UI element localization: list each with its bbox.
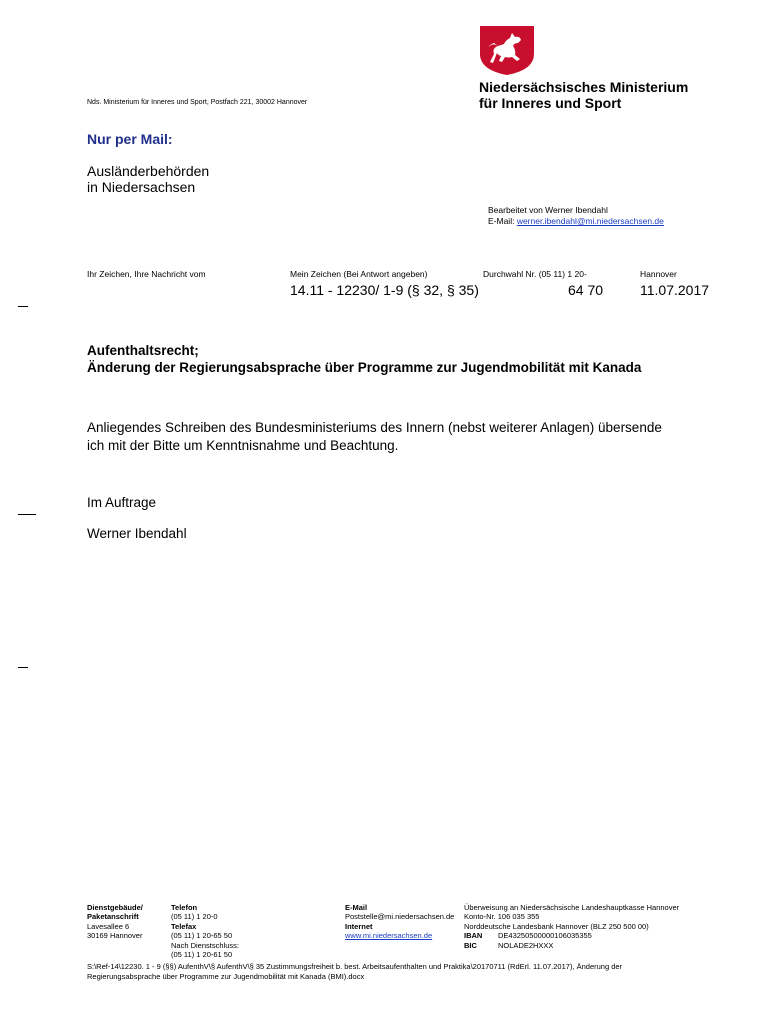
ministry-name xyxy=(479,79,688,111)
footer-internet-label: Internet xyxy=(345,921,373,931)
subject-line1: Aufenthaltsrecht; xyxy=(87,343,199,358)
file-path xyxy=(87,962,677,981)
footer-account: Konto-Nr. 106 035 355 xyxy=(464,912,540,922)
footer-phone: (05 11) 1 20-0 xyxy=(171,912,218,922)
footer-email[interactable]: Poststelle@mi.niedersachsen.de xyxy=(345,912,455,922)
letter-body xyxy=(87,419,662,455)
footer-iban: DE43250500000106035355 xyxy=(498,931,592,941)
signer-name: Werner Ibendahl xyxy=(87,526,187,541)
footer-email-label: E-Mail xyxy=(345,903,368,912)
file-path-line2: Regierungsabsprache über Programme zur Jugendmobilität mit Kanada (BMI).docx xyxy=(87,971,365,981)
fold-mark-top xyxy=(18,306,28,307)
letter-subject xyxy=(87,342,641,376)
subject-line2: Änderung der Regierungsabsprache über Programme zur Jugendmobilität mit Kanada xyxy=(87,360,642,375)
footer-phone-label: Telefon xyxy=(171,903,198,912)
phone-extension-value: 64 70 xyxy=(568,282,604,298)
lower-saxony-horse-logo xyxy=(478,24,536,76)
footer-after-hours: (05 11) 1 20-61 50 xyxy=(171,950,233,960)
footer-iban-row xyxy=(464,931,679,940)
footer-address-label: Paketanschrift xyxy=(87,912,139,922)
footer-bic: NOLADE2HXXX xyxy=(498,940,554,950)
footer-online-column xyxy=(345,903,454,941)
ministry-name-line2: für Inneres und Sport xyxy=(479,95,622,111)
recipient-line1: Ausländerbehörden xyxy=(87,163,210,179)
sender-address-line: Nds. Ministerium für Inneres und Sport, Postfach 221, 30002 Hannover xyxy=(87,99,308,106)
footer-phone-column xyxy=(171,903,239,959)
delivery-note: Nur per Mail: xyxy=(87,131,173,147)
footer-bank-intro: Überweisung an Niedersächsische Landeshauptkasse Hannover xyxy=(464,903,680,912)
my-reference-label: Mein Zeichen (Bei Antwort angeben) xyxy=(290,269,428,279)
footer-street: Lavesallee 6 xyxy=(87,921,130,931)
footer-address-column xyxy=(87,903,143,941)
handled-by: Bearbeitet von Werner Ibendahl xyxy=(488,205,608,215)
footer-website-link[interactable]: www.mi.niedersachsen.de xyxy=(345,931,433,941)
file-path-line1: S:\Ref-14\12230. 1 - 9 (§§) AufenthV\§ AufenthV\§ 35 Zustimmungsfreiheit b. best. Arbeitsaufenthalten und Praktika\20170711 (RdErl. 11.07.2017), Änderung der xyxy=(87,962,623,971)
contact-email-link[interactable]: werner.ibendahl@mi.niedersachsen.de xyxy=(516,216,664,226)
footer-bank-column xyxy=(464,903,679,950)
fold-mark-middle xyxy=(18,514,36,515)
letter-date: 11.07.2017 xyxy=(640,282,710,298)
footer-bic-label: BIC xyxy=(464,940,477,950)
contact-block xyxy=(488,205,664,227)
footer-building-label: Dienstgebäude/ xyxy=(87,903,143,912)
place-label: Hannover xyxy=(640,269,677,279)
footer-after-hours-label: Nach Dienstschluss: xyxy=(171,940,239,950)
fold-mark-bottom xyxy=(18,667,28,668)
footer-iban-label: IBAN xyxy=(464,931,483,941)
footer-fax: (05 11) 1 20-65 50 xyxy=(171,931,233,941)
contact-email-row xyxy=(488,216,664,227)
footer-bic-row xyxy=(464,941,679,950)
closing-phrase: Im Auftrage xyxy=(87,495,157,510)
recipient-line2: in Niedersachsen xyxy=(87,179,196,195)
footer-fax-label: Telefax xyxy=(171,921,197,931)
contact-email-label: E-Mail: xyxy=(488,216,517,226)
body-line2: ich mit der Bitte um Kenntnisnahme und Beachtung. xyxy=(87,438,399,453)
ministry-name-line1: Niedersächsisches Ministerium xyxy=(479,79,689,95)
footer-city: 30169 Hannover xyxy=(87,931,143,941)
your-reference-label: Ihr Zeichen, Ihre Nachricht vom xyxy=(87,269,206,279)
phone-extension-label: Durchwahl Nr. (05 11) 1 20- xyxy=(483,269,587,279)
body-line1: Anliegendes Schreiben des Bundesministeriums des Innern (nebst weiterer Anlagen) übersende xyxy=(87,420,662,435)
my-reference-value: 14.11 - 12230/ 1-9 (§ 32, § 35) xyxy=(290,282,479,298)
recipient-address xyxy=(87,163,209,195)
footer-bank: Norddeutsche Landesbank Hannover (BLZ 250 500 00) xyxy=(464,921,649,931)
